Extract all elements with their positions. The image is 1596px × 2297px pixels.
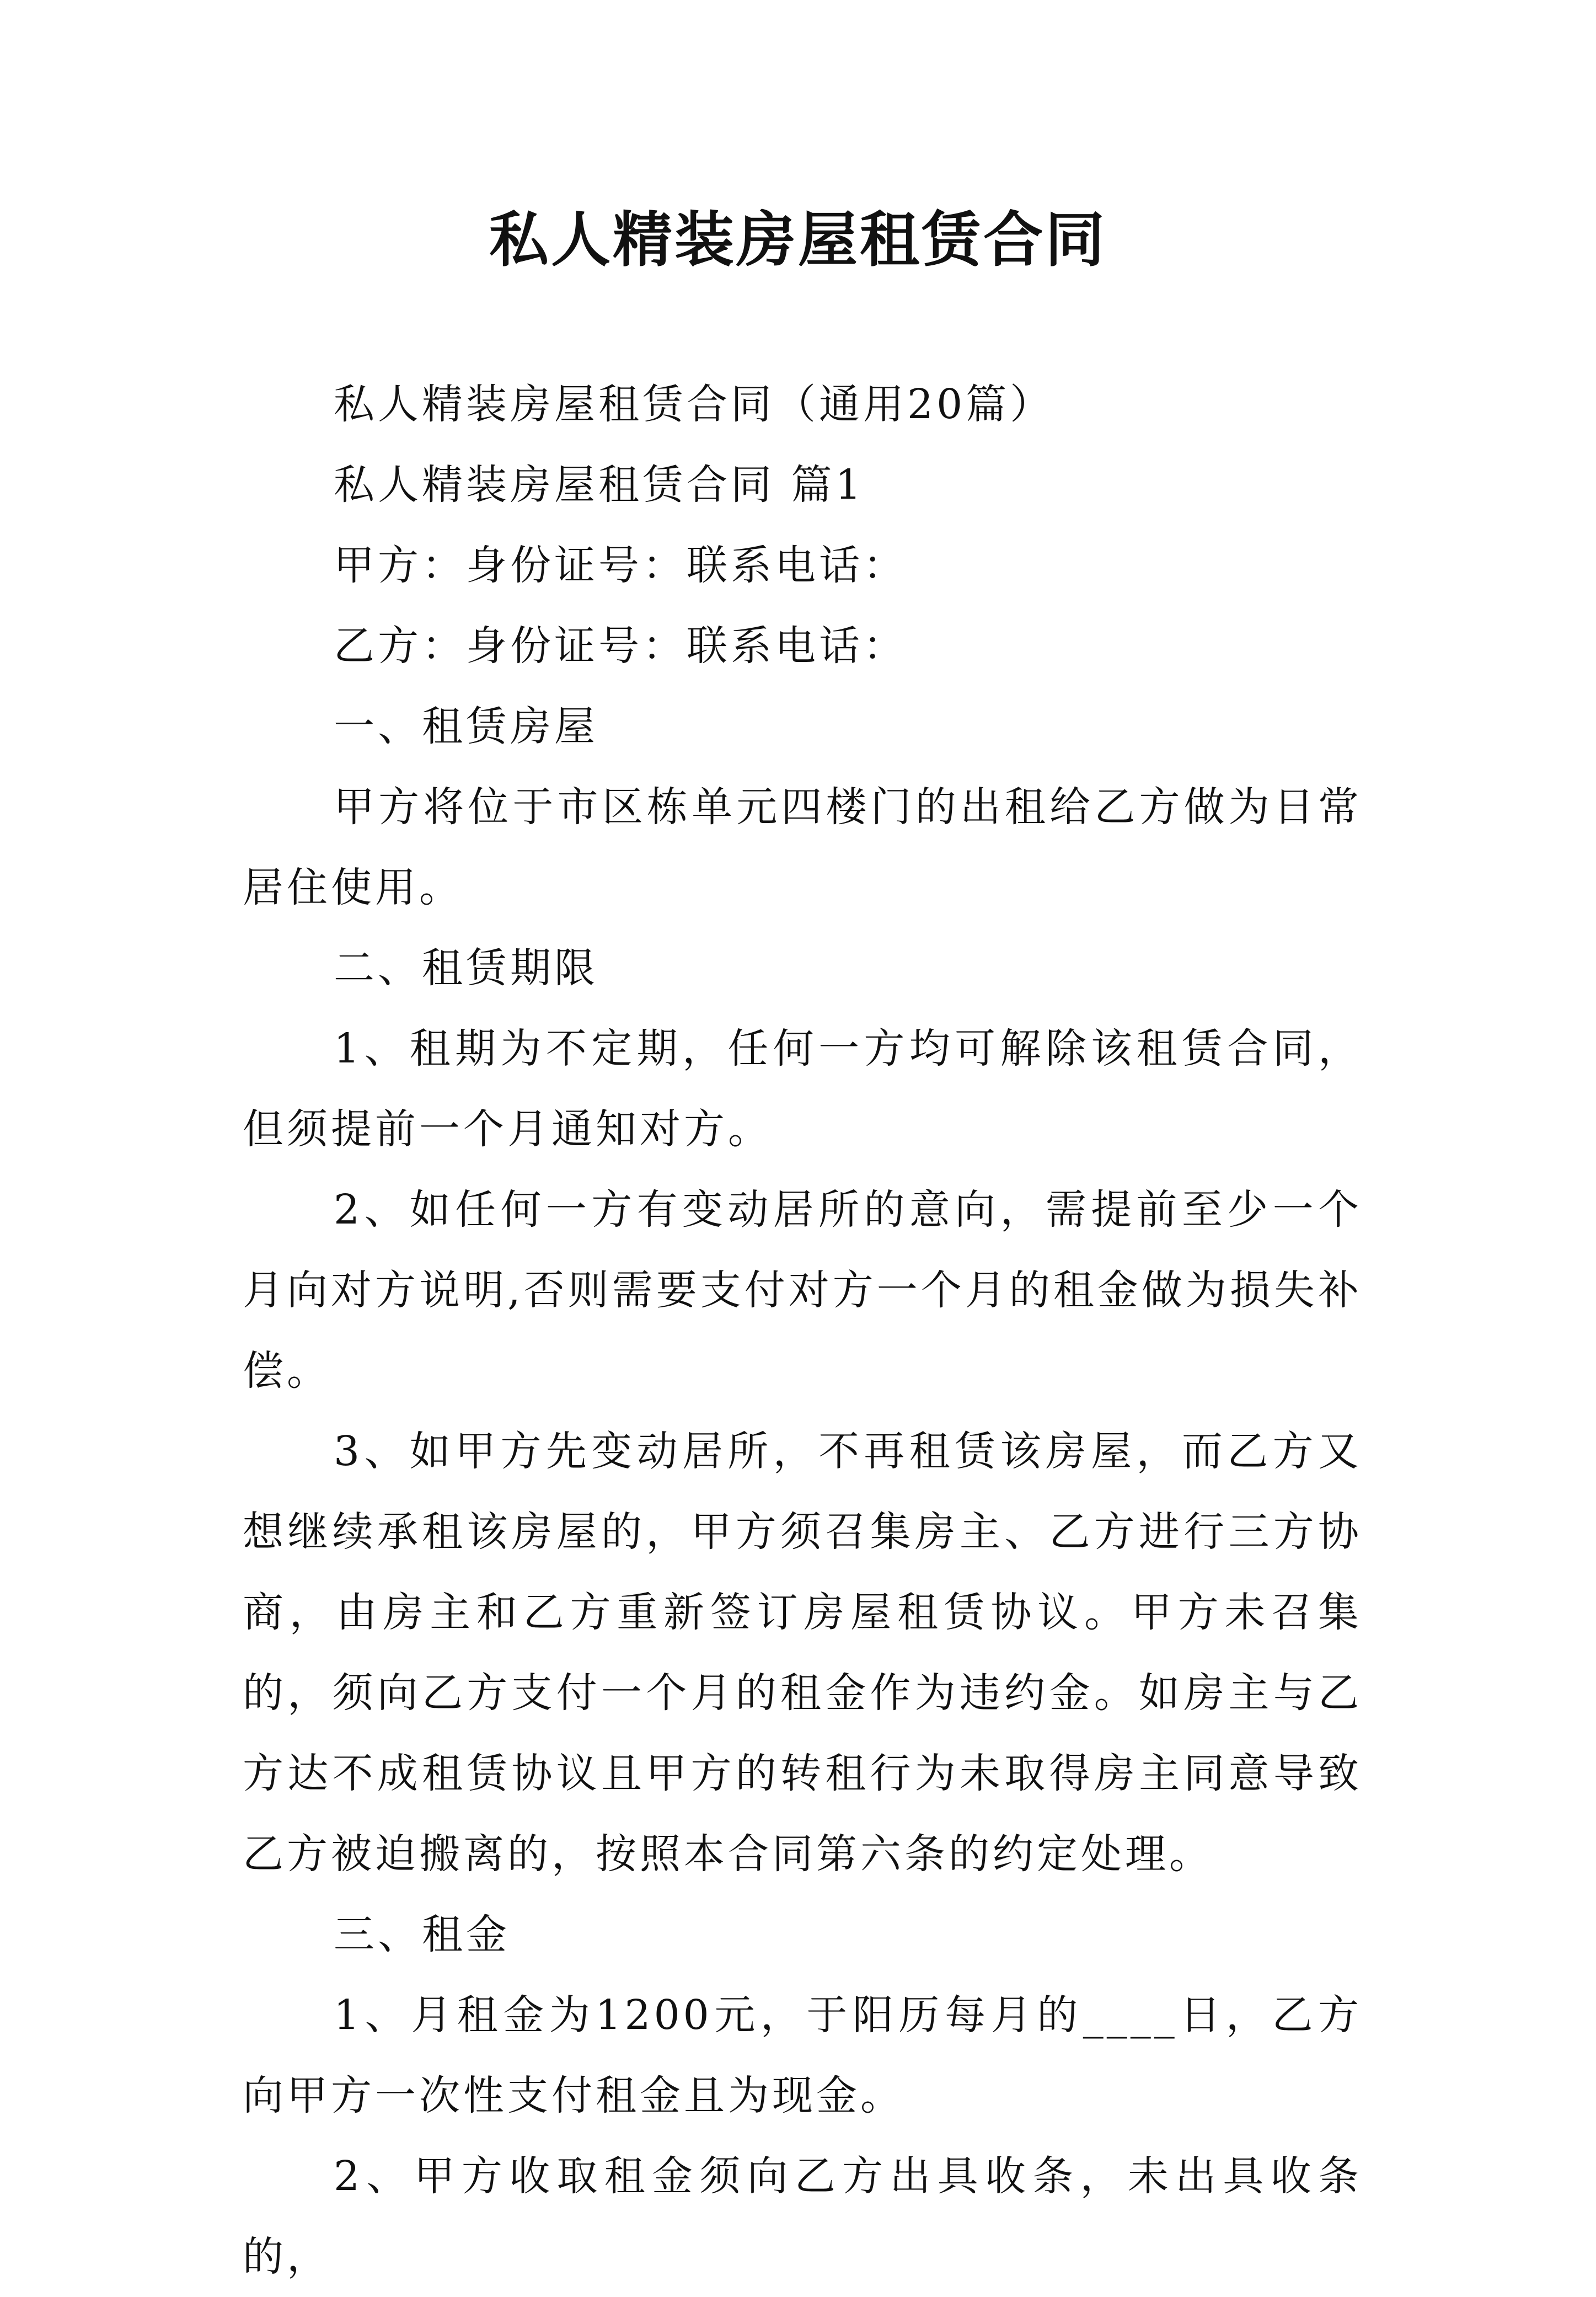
clause-paragraph: 2、如任何一方有变动居所的意向，需提前至少一个月向对方说明,否则需要支付对方一个月的租金做为损失补偿。: [243, 1186, 1362, 1395]
clause-heading-leased-house: 一、租赁房屋: [334, 703, 598, 750]
document-title: 私人精装房屋租赁合同: [489, 205, 1107, 275]
clause-paragraph: 3、如甲方先变动居所，不再租赁该房屋，而乙方又想继续承租该房屋的，甲方须召集房主、乙方进行三方协商，由房主和乙方重新签订房屋租赁协议。甲方未召集的，须向乙方支付一个月的租金作为违约金。如房主与乙方达不成租赁协议且甲方的转租行为未取得房主同意导致乙方被迫搬离的，按照本合同第六条的约定处理。: [243, 1428, 1362, 1878]
clause-paragraph: 甲方将位于市区栋单元四楼门的出租给乙方做为日常居住使用。: [243, 783, 1362, 911]
subtitle-paragraph: 私人精装房屋租赁合同（通用20篇）: [334, 381, 1054, 428]
clause-heading-rent: 三、租金: [334, 1911, 510, 1958]
clause-paragraph: 1、月租金为1200元，于阳历每月的____日，乙方向甲方一次性支付租金且为现金。: [243, 1991, 1362, 2119]
clause-paragraph: 2、甲方收取租金须向乙方出具收条，未出具收条的，: [243, 2152, 1362, 2280]
document-body: [243, 364, 1362, 2297]
section-heading-part-1: 私人精装房屋租赁合同 篇1: [334, 461, 865, 509]
party-a-line: 甲方：身份证号：联系电话：: [334, 542, 907, 589]
clause-heading-lease-term: 二、租赁期限: [334, 944, 598, 992]
clause-paragraph: 1、租期为不定期，任何一方均可解除该租赁合同，但须提前一个月通知对方。: [243, 1025, 1362, 1153]
party-b-line: 乙方：身份证号：联系电话：: [334, 622, 907, 670]
